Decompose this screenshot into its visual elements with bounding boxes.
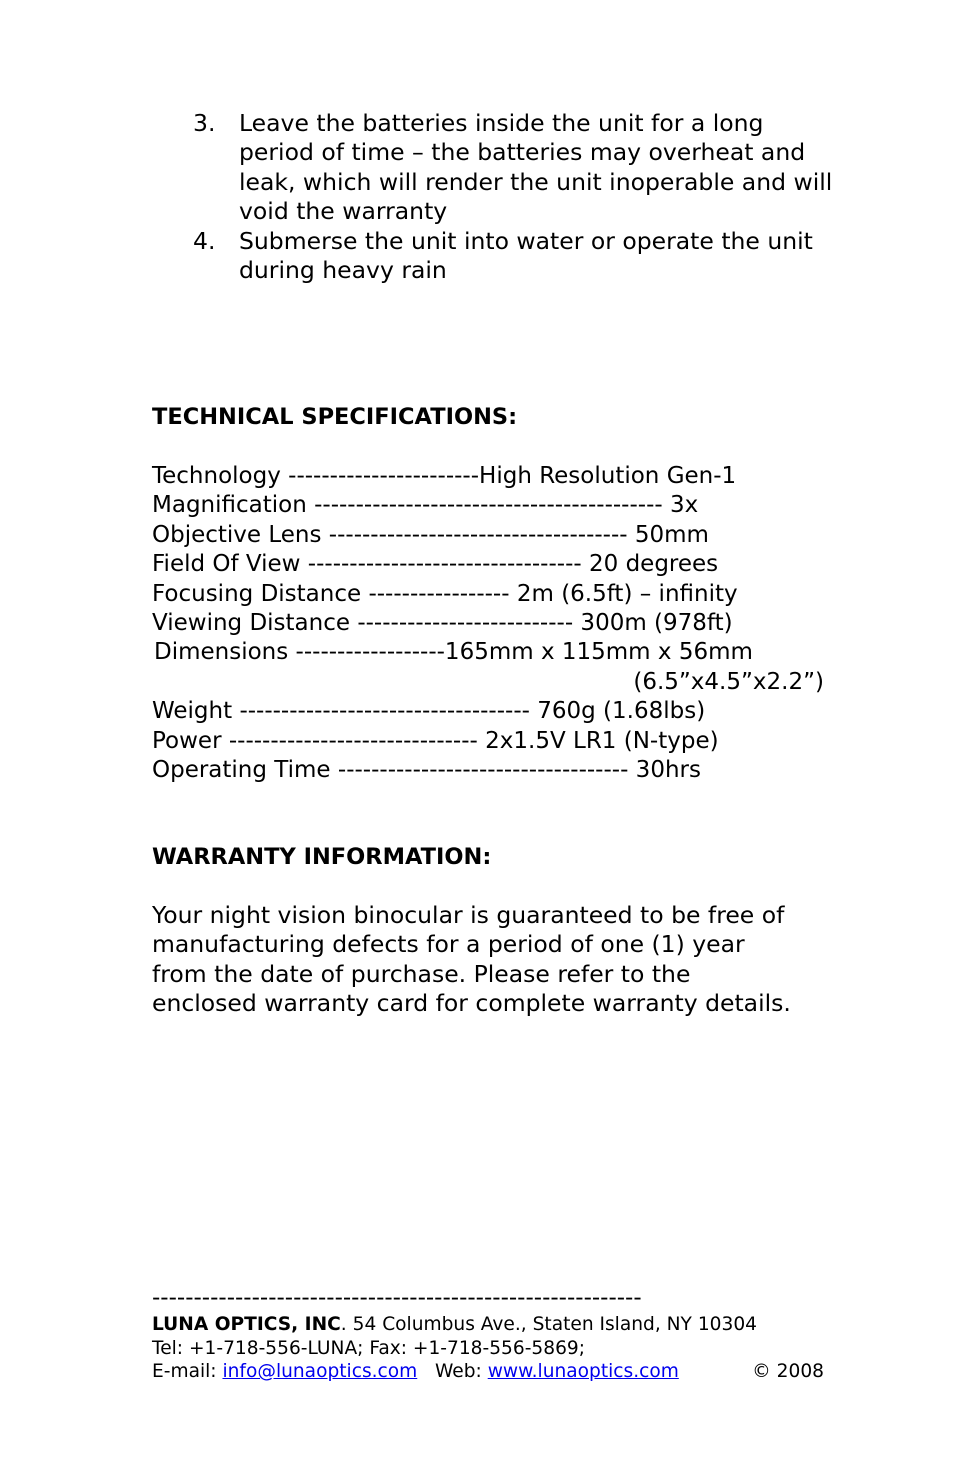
company-address: . 54 Columbus Ave., Staten Island, NY 10304 — [340, 1314, 757, 1335]
list-item — [193, 109, 833, 227]
spec-row: Dimensions ------------------165mm x 115mm x 56mm — [154, 639, 753, 666]
list-number: 3. — [193, 109, 216, 137]
list-item — [193, 227, 833, 286]
spec-table — [152, 462, 824, 785]
warranty-line: manufacturing defects for a period of one (1) year — [152, 930, 745, 959]
spec-row: Weight ----------------------------------- 760g (1.68lbs) — [152, 698, 706, 725]
contact-line — [152, 1360, 824, 1384]
spec-row: Objective Lens ------------------------------------ 50mm — [152, 521, 709, 548]
list-item-text: Submerse the unit into water or operate the unit during heavy rain — [239, 226, 813, 285]
spec-row: Focusing Distance ----------------- 2m (6.5ft) – infinity — [152, 580, 738, 607]
web-label: Web: — [417, 1361, 488, 1382]
email-label: E-mail: — [152, 1361, 223, 1382]
warranty-line: enclosed warranty card for complete warranty details. — [152, 989, 791, 1018]
copyright: © 2008 — [752, 1361, 824, 1382]
precautions-list — [193, 109, 833, 285]
footer-divider: ----------------------------------------------------------- — [152, 1285, 642, 1311]
spec-row-continuation: (6.5”x4.5”x2.2”) — [633, 668, 824, 695]
company-name: LUNA OPTICS, INC — [152, 1314, 341, 1335]
spec-row: Field Of View --------------------------------- 20 degrees — [152, 551, 719, 578]
list-item-text: Leave the batteries inside the unit for a long period of time – the batteries may overheat and leak, which will render the unit inoperable and will void the warranty — [239, 109, 833, 226]
warranty-line: from the date of purchase. Please refer to the — [152, 959, 691, 988]
warranty-line: Your night vision binocular is guaranteed to be free of — [152, 901, 785, 929]
web-link[interactable]: www.lunaoptics.com — [487, 1361, 679, 1382]
email-link[interactable]: info@lunaoptics.com — [222, 1361, 418, 1382]
spec-row: Viewing Distance -------------------------- 300m (978ft) — [152, 610, 733, 637]
spec-row: Magnification ------------------------------------------ 3x — [152, 492, 699, 519]
footer — [152, 1284, 824, 1384]
warranty-text — [152, 901, 832, 1019]
company-address-line — [152, 1313, 824, 1337]
warranty-heading: WARRANTY INFORMATION: — [152, 844, 492, 870]
list-number: 4. — [193, 226, 216, 255]
tech-specs-heading: TECHNICAL SPECIFICATIONS: — [152, 404, 518, 430]
spec-row: Technology -----------------------High Resolution Gen-1 — [152, 463, 737, 489]
phone-line: Tel: +1-718-556-LUNA; Fax: +1-718-556-5869; — [152, 1337, 586, 1359]
spec-row: Power ------------------------------ 2x1.5V LR1 (N-type) — [152, 727, 719, 754]
spec-row: Operating Time ----------------------------------- 30hrs — [152, 757, 701, 784]
